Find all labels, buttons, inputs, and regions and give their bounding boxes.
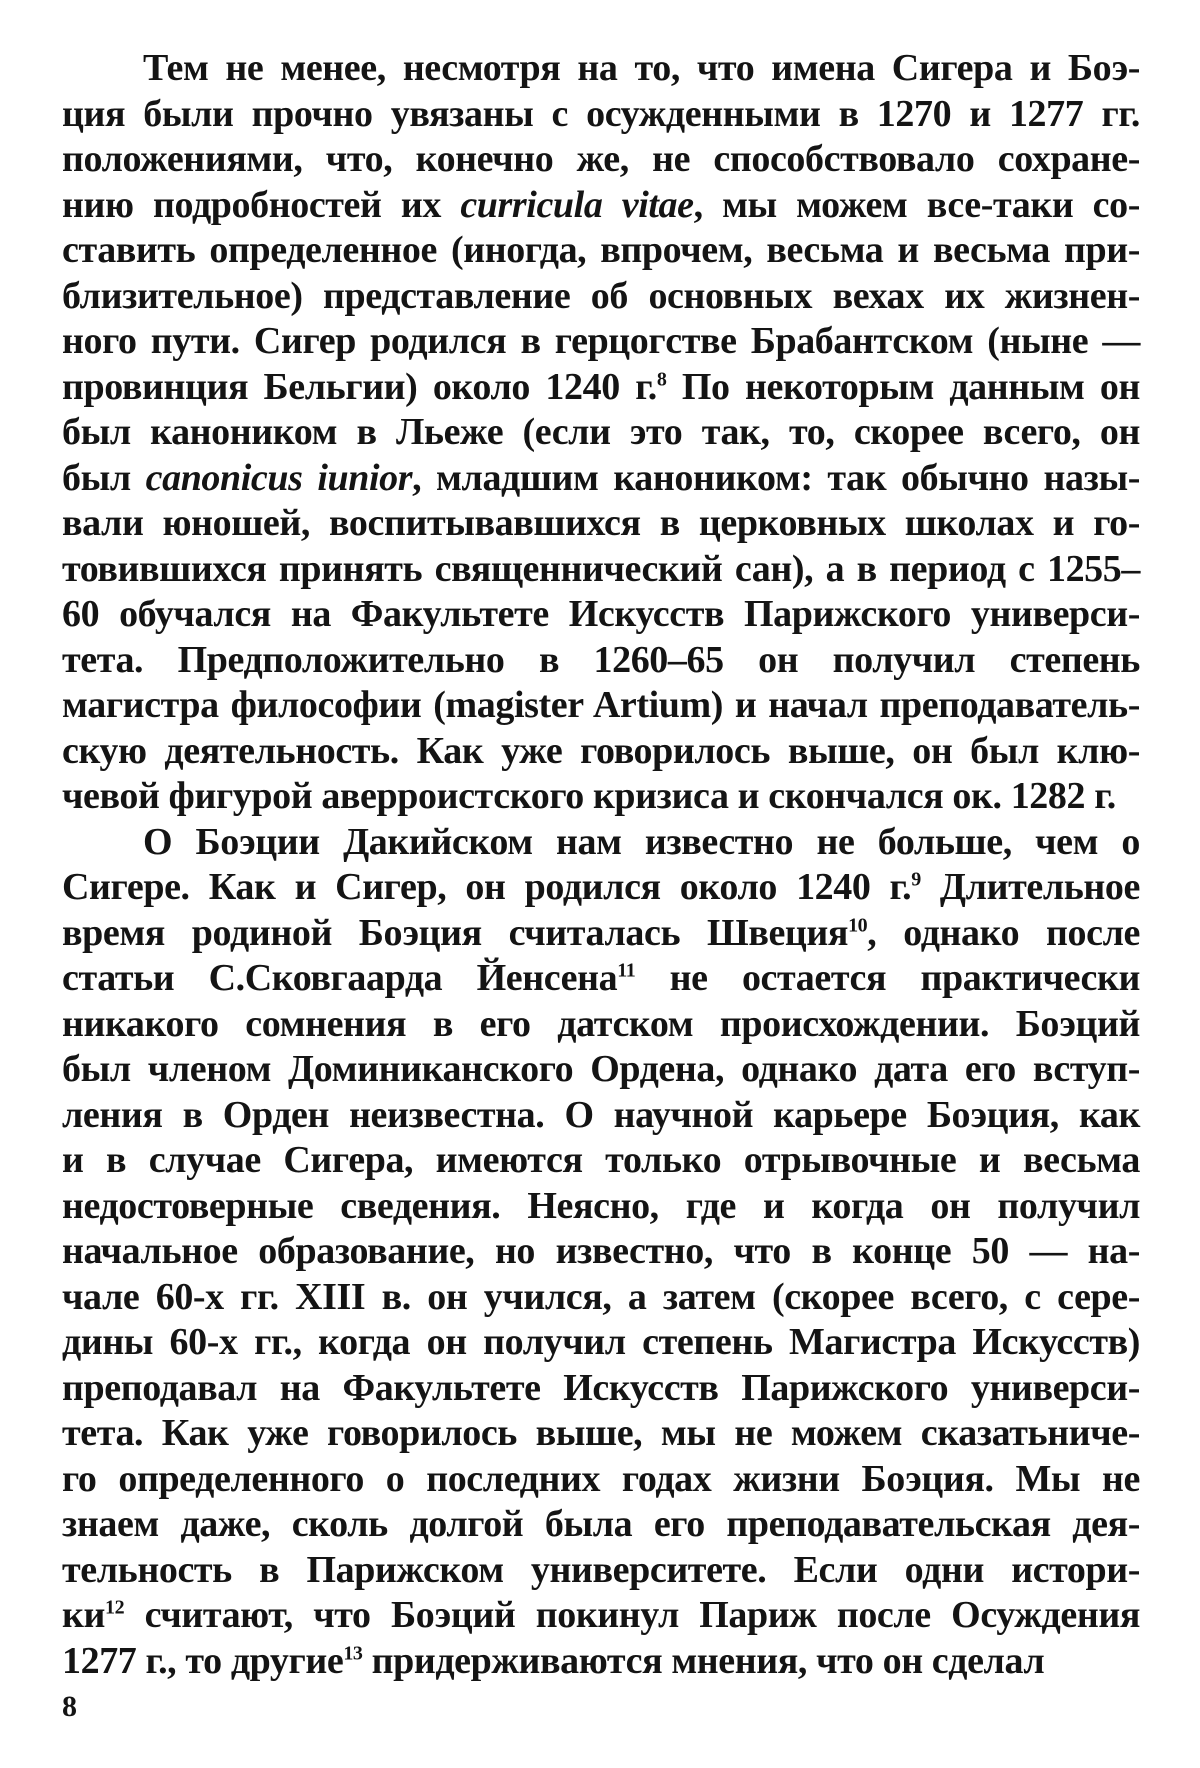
footnote-marker: 13: [343, 1641, 363, 1664]
text-line: [62, 547, 1140, 593]
text-line: [62, 865, 1140, 911]
text-segment: дины 60-х гг., когда он получил степень Магистра Искусств): [62, 1321, 1140, 1363]
text-line: [62, 638, 1140, 684]
text-segment: близительное) представление об основных вехах их жизнен-: [62, 274, 1140, 317]
text-segment: тельность в Парижском университете. Если одни истори-: [62, 1548, 1140, 1591]
text-segment: преподавал на Факультете Искусств Парижского универси-: [62, 1366, 1140, 1409]
text-segment: чевой фигурой аверроистского кризиса и скончался ок. 1282 г.: [62, 775, 1116, 817]
text-line: [62, 1502, 1140, 1548]
footnote-marker: 9: [911, 868, 921, 891]
text-line: [62, 1275, 1140, 1321]
text-segment: чале 60-х гг. XIII в. он учился, а затем (скорее всего, с сере-: [62, 1275, 1140, 1318]
text-segment: вали юношей, воспитывавшихся в церковных школах и го-: [62, 502, 1140, 544]
text-segment: ки: [62, 1594, 105, 1636]
text-line: [62, 501, 1140, 547]
latin-term: curricula vitae: [460, 183, 694, 226]
page-number: 8: [62, 1690, 77, 1723]
text-segment: положениями, что, конечно же, не способствовало сохране-: [62, 138, 1140, 180]
text-segment: ления в Орден неизвестна. О научной карьере Боэция, как: [62, 1093, 1140, 1136]
text-line: [62, 1138, 1140, 1184]
text-line: [62, 1184, 1140, 1230]
text-line: [62, 1639, 1140, 1685]
paragraph: [62, 46, 1140, 820]
text-line: [62, 228, 1140, 274]
paragraph: [62, 820, 1140, 1685]
text-segment: никакого сомнения в его датском происхождении. Боэций: [62, 1002, 1140, 1045]
text-line: [62, 956, 1140, 1002]
text-line: [62, 456, 1140, 502]
text-line: [62, 1047, 1140, 1093]
text-segment: , младшим каноником: так обычно назы-: [412, 456, 1140, 499]
text-segment: не остается практически: [635, 957, 1140, 999]
book-page-text: [62, 46, 1140, 1684]
text-line: [62, 274, 1140, 320]
text-line: [62, 1457, 1140, 1503]
text-line: [62, 774, 1140, 820]
footnote-marker: 8: [656, 367, 667, 390]
text-segment: был: [62, 456, 146, 499]
text-segment: ставить определенное (иногда, впрочем, весьма и весьма при-: [62, 229, 1140, 271]
text-segment: тета. Как уже говорилось выше, мы не можем сказатьниче-: [62, 1412, 1140, 1454]
text-segment: тета. Предположительно в 1260–65 он получил степень: [62, 638, 1140, 681]
text-segment: ного пути. Сигер родился в герцогстве Брабантском (ныне —: [62, 320, 1140, 362]
text-segment: был каноником в Льеже (если это так, то, скорее всего, он: [62, 411, 1140, 453]
text-line: [62, 1593, 1140, 1639]
text-line: [62, 1548, 1140, 1594]
text-line: [62, 365, 1140, 411]
text-segment: 60 обучался на Факультете Искусств Парижского универси-: [62, 593, 1140, 635]
text-segment: ция были прочно увязаны с осужденными в 1270 и 1277 гг.: [62, 92, 1140, 135]
text-segment: провинция Бельгии) около 1240 г.: [62, 365, 657, 408]
text-line: [62, 1229, 1140, 1275]
text-line: [62, 410, 1140, 456]
text-line: [62, 137, 1140, 183]
text-segment: , однако после: [867, 911, 1141, 954]
text-segment: го определенного о последних годах жизни Боэция. Мы не: [62, 1457, 1140, 1500]
text-segment: знаем даже, сколь долгой была его преподавательская дея-: [62, 1503, 1140, 1545]
text-segment: нию подробностей их: [62, 183, 461, 226]
text-segment: скую деятельность. Как уже говорилось выше, он был клю-: [62, 729, 1140, 772]
text-segment: был членом Доминиканского Ордена, однако дата его вступ-: [62, 1048, 1140, 1090]
text-segment: Сигере. Как и Сигер, он родился около 1240 г.: [62, 866, 912, 908]
footnote-marker: 10: [848, 913, 868, 936]
text-segment: По некоторым данным он: [666, 365, 1140, 408]
text-segment: время родиной Боэция считалась Швеция: [62, 911, 849, 954]
text-segment: Тем не менее, несмотря на то, что имена Сигера и Боэ-: [143, 47, 1140, 89]
text-segment: начальное образование, но известно, что в конце 50 — на-: [62, 1230, 1140, 1272]
text-segment: придерживаются мнения, что он сделал: [362, 1639, 1045, 1682]
text-line: [62, 319, 1140, 365]
text-segment: Длительное: [920, 866, 1140, 908]
footnote-marker: 12: [105, 1596, 125, 1619]
text-segment: магистра философии (magister Artium) и начал преподаватель-: [62, 684, 1140, 726]
text-line: [62, 183, 1140, 229]
text-segment: и в случае Сигера, имеются только отрывочные и весьма: [62, 1139, 1140, 1181]
text-line: [62, 592, 1140, 638]
latin-term: canonicus iunior: [145, 456, 413, 499]
text-line: [62, 1320, 1140, 1366]
text-segment: 1277 г., то другие: [62, 1639, 344, 1682]
text-line: [62, 46, 1140, 92]
text-segment: статьи С.Сковгаарда Йенсена: [62, 957, 618, 999]
text-line: [62, 92, 1140, 138]
text-segment: О Боэции Дакийском нам известно не больше, чем о: [143, 820, 1140, 863]
text-line: [62, 1002, 1140, 1048]
text-line: [62, 820, 1140, 866]
text-line: [62, 1093, 1140, 1139]
text-segment: считают, что Боэций покинул Париж после Осуждения: [124, 1594, 1140, 1636]
text-line: [62, 1366, 1140, 1412]
text-segment: товившихся принять священнический сан), а в период с 1255–: [62, 547, 1140, 590]
text-line: [62, 1411, 1140, 1457]
text-segment: , мы можем все-таки со-: [693, 183, 1140, 226]
text-segment: недостоверные сведения. Неясно, где и когда он получил: [62, 1184, 1140, 1227]
text-line: [62, 911, 1140, 957]
text-line: [62, 683, 1140, 729]
text-line: [62, 729, 1140, 775]
footnote-marker: 11: [617, 959, 636, 982]
